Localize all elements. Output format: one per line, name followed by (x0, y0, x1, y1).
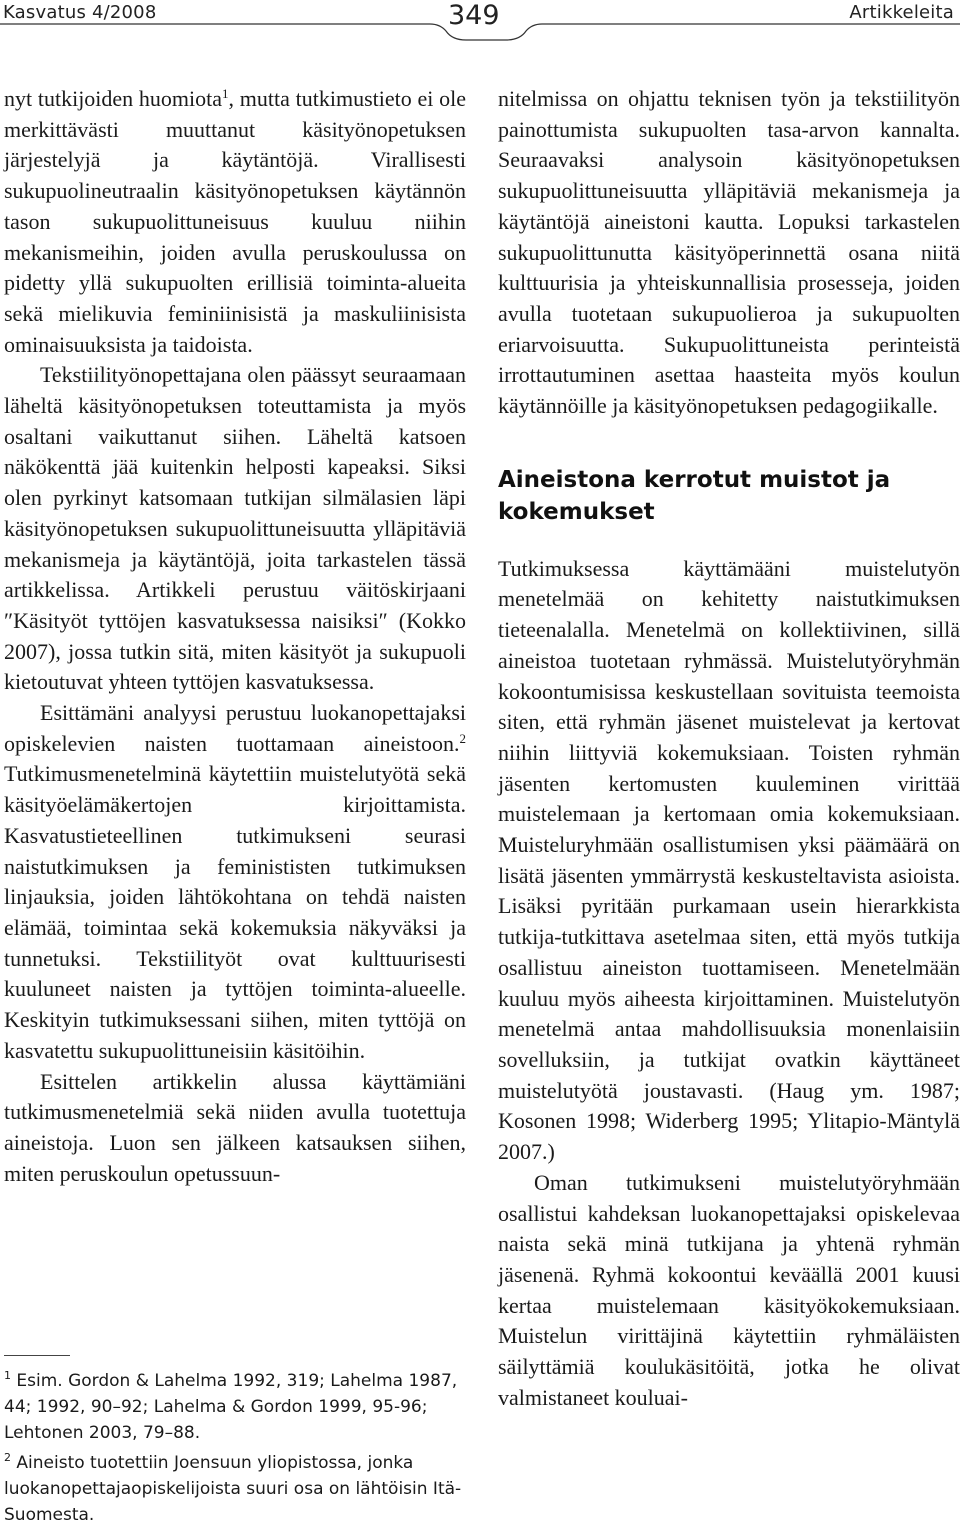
journal-issue: Kasvatus 4/2008 (3, 2, 157, 23)
footnotes (4, 1368, 466, 1532)
paragraph: Tutkimuksessa käyttämääni muistelutyön menetelmää on kehitetty naistutkimuksen tieteenalalla. Menetelmä on kollektiivinen, sillä aineistoa tuotetaan ryhmässä. Muistelutyöryhmän kokoontumisissa keskustellaan sovituista teemoista siten, että ryhmän jäsenet muistelevat ja kertovat niihin liittyviä kokemuksiaan. Toisten ryhmän jäsenten kertomusten kuuleminen virittää muistelemaan ja kertomaan omia kokemuksiaan. Muisteluryhmään osallistumisen yksi päämäärä on lisätä jäsenten ymmärrystä keskusteltavista asioista. Lisäksi pyritään purkamaan usein hierarkkista tutkija-tutkittava asetelmaa siten, että myös tutkija osallistuu aineiston tuottamiseen. Menetelmään kuuluu myös aiheesta kirjoittaminen. Muistelutyön menetelmä antaa mahdollisuuksia monenlaisiin sovelluksiin, ja tutkijat ovatkin käyttäneet muistelutyötä joustavasti. (Haug ym. 1987; Kosonen 1998; Widerberg 1995; Ylitapio-Mäntylä 2007.) (498, 555, 960, 1165)
footnote-ref: 2 (459, 730, 466, 746)
paragraph: Esittämäni analyysi perustuu luokanopettajaksi opiskelevien naisten tuottamaan aineistoon.$^2$ Tutkimusmenetelminä käytettiin muistelutyötä sekä käsityöelämäkertojen kirjoittamista. Kasvatustieteellinen tutkimukseni seurasi naistutkimuksen ja feminististen tutkimuksen linjauksia, joiden lähtökohtana on tehdä naisten elämää, toimintaa sekä kokemuksia näkyväksi ja tunnetuksi. Tekstiilityöt ovat kulttuurisesti kuuluneet naisten ja tyttöjen toiminta-alueelle. Keskityin tutkimuksessani siihen, miten tyttöjä on kasvatettu sukupuolittuneisiin käsitöihin. (4, 700, 466, 1063)
paragraph: Esittelen artikkelin alussa käyttämiäni tutkimusmenetelmiä sekä niiden avulla tuotettuja aineistoja. Luon sen jälkeen katsauksen siihen, miten peruskoulun opetussuun- (4, 1068, 466, 1186)
footnote-divider (4, 1355, 70, 1356)
paragraph: Tekstiilityönopettajana olen päässyt seuraamaan läheltä käsityönopetuksen toteuttamista ja myös osaltani vaikuttanut siihen. Läheltä katsoen näkökenttä jää kuitenkin helposti kapeaksi. Siksi olen pyrkinyt katsomaan tutkijan silmälasien läpi käsityönopetuksen sukupuolittuneisuutta ylläpitäviä mekanismeja ja käytäntöjä, joita tarkastelen tässä artikkelissa. Artikkeli perustuu väitöskirjaani ″Käsityöt tyttöjen kasvatuksessa naisiksi″ (Kokko 2007), jossa tutkin sitä, miten käsityöt ja sukupuoli kietoutuvat yhteen tyttöjen kasvatuksessa. (4, 362, 466, 695)
left-column (4, 84, 466, 1189)
section-title: Artikkeleita (849, 2, 954, 23)
right-column (498, 84, 960, 1413)
section-heading: Aineistona kerrotut muistot ja kokemukset (498, 466, 891, 525)
page-number: 349 (448, 0, 500, 31)
footnote: $^1$ Esim. Gordon & Lahelma 1992, 319; Lahelma 1987, 44; 1992, 90–92; Lahelma & Gordon 1999, 95-96; Lehtonen 2003, 79–88. (4, 1369, 458, 1443)
running-header (0, 0, 960, 30)
footnote-ref: 1 (222, 86, 229, 101)
paragraph: Oman tutkimukseni muistelutyöryhmään osallistui kahdeksan luokanopettajaksi opiskelevaa naista sekä minä tutkijana ja yhtenä ryhmän jäsenenä. Ryhmä kokoontui keväällä 2001 kuusi kertaa muistelemaan käsityökokemuksiaan. Muistelun virittäjinä käytettiin ryhmäläisten säilyttämiä koulukäsitöitä, jotka he olivat valmistaneet kouluai- (498, 1169, 960, 1410)
paragraph: nitelmissa on ohjattu teknisen työn ja tekstiilityön painottumista sukupuolten tasa-arvon kannalta. Seuraavaksi analysoin käsityönopetuksen sukupuolittuneisuutta ylläpitäviä mekanismeja ja käytäntöjä aineistoni kautta. Lopuksi tarkastelen sukupuolittunutta käsityöperinnettä osana niitä kulttuurisia ja yhteiskunnallisia prosesseja, joiden avulla tuotetaan sukupuolieroa ja sukupuolten eriarvoisuutta. Sukupuolittuneista perinteistä irrottautuminen asettaa haasteita myös koulun käytännöille ja käsityönopetuksen pedagogiikalle. (498, 86, 960, 419)
footnote: $^2$ Aineisto tuotettiin Joensuun yliopistossa, jonka luokanopettajaopiskelijoista suuri osa on lähtöisin Itä-Suomesta. (4, 1451, 462, 1525)
paragraph: nyt tutkijoiden huomiota$^1$, mutta tutkimustieto ei ole merkittävästi muuttanut käsityönopetuksen järjestelyjä ja käytäntöjä. Virallisesti sukupuolineutraalin käsityönopetuksen käytännön tason sukupuolittuneisuus kuuluu niihin mekanismeihin, joiden avulla peruskoulussa on pidetty yllä sukupuolten erillisiä toiminta-alueita sekä mielikuvia feminiinisistä ja maskuliinisista ominaisuuksista ja taidoista. (4, 86, 467, 357)
